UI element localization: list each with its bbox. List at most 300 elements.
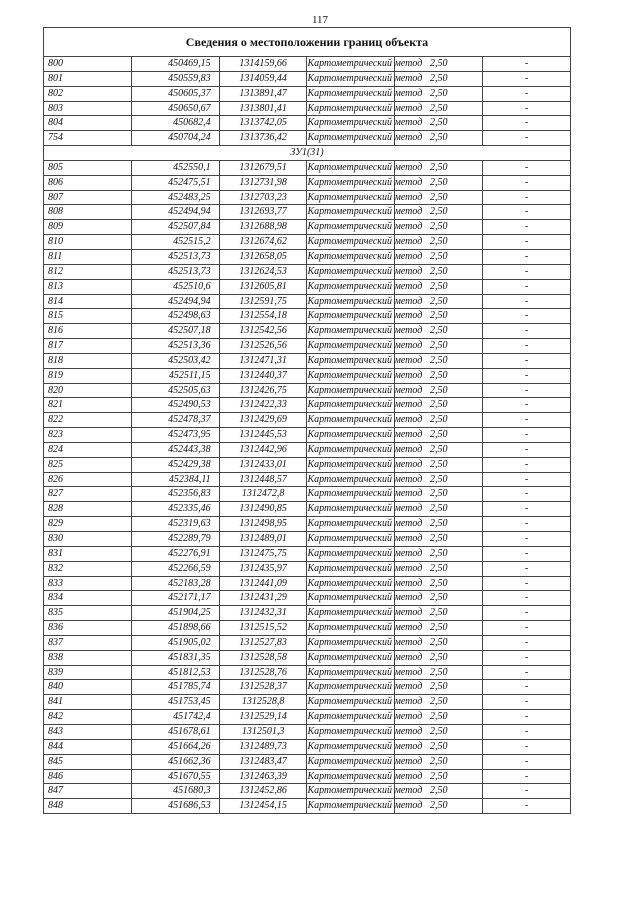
accuracy-cell: 2,50 bbox=[395, 472, 483, 487]
note-cell: - bbox=[483, 665, 571, 680]
x-coordinate-cell: 452171,17 bbox=[131, 591, 219, 606]
method-cell: Картометрический метод bbox=[307, 160, 395, 175]
point-number-cell: 841 bbox=[44, 695, 132, 710]
point-number-cell: 835 bbox=[44, 606, 132, 621]
accuracy-cell: 2,50 bbox=[395, 428, 483, 443]
note-cell: - bbox=[483, 739, 571, 754]
method-cell: Картометрический метод bbox=[307, 621, 395, 636]
point-number-cell: 845 bbox=[44, 754, 132, 769]
y-coordinate-cell: 1312554,18 bbox=[219, 309, 307, 324]
y-coordinate-cell: 1312674,62 bbox=[219, 235, 307, 250]
x-coordinate-cell: 452276,91 bbox=[131, 546, 219, 561]
y-coordinate-cell: 1312490,85 bbox=[219, 502, 307, 517]
method-cell: Картометрический метод bbox=[307, 131, 395, 146]
note-cell: - bbox=[483, 249, 571, 264]
point-number-cell: 848 bbox=[44, 799, 132, 814]
table-row bbox=[44, 309, 571, 324]
method-cell: Картометрический метод bbox=[307, 799, 395, 814]
point-number-cell: 820 bbox=[44, 383, 132, 398]
table-row bbox=[44, 279, 571, 294]
table-row bbox=[44, 784, 571, 799]
table-row bbox=[44, 665, 571, 680]
table-row bbox=[44, 502, 571, 517]
method-cell: Картометрический метод bbox=[307, 635, 395, 650]
y-coordinate-cell: 1312528,58 bbox=[219, 650, 307, 665]
y-coordinate-cell: 1312426,75 bbox=[219, 383, 307, 398]
note-cell: - bbox=[483, 175, 571, 190]
method-cell: Картометрический метод bbox=[307, 309, 395, 324]
note-cell: - bbox=[483, 324, 571, 339]
point-number-cell: 822 bbox=[44, 413, 132, 428]
method-cell: Картометрический метод bbox=[307, 517, 395, 532]
x-coordinate-cell: 452513,73 bbox=[131, 249, 219, 264]
note-cell: - bbox=[483, 784, 571, 799]
y-coordinate-cell: 1312526,56 bbox=[219, 339, 307, 354]
method-cell: Картометрический метод bbox=[307, 532, 395, 547]
table-row bbox=[44, 294, 571, 309]
point-number-cell: 813 bbox=[44, 279, 132, 294]
x-coordinate-cell: 451742,4 bbox=[131, 710, 219, 725]
table-row bbox=[44, 205, 571, 220]
x-coordinate-cell: 452289,79 bbox=[131, 532, 219, 547]
note-cell: - bbox=[483, 621, 571, 636]
accuracy-cell: 2,50 bbox=[395, 175, 483, 190]
accuracy-cell: 2,50 bbox=[395, 621, 483, 636]
table-row bbox=[44, 769, 571, 784]
point-number-cell: 818 bbox=[44, 353, 132, 368]
y-coordinate-cell: 1314159,66 bbox=[219, 57, 307, 72]
x-coordinate-cell: 452473,95 bbox=[131, 428, 219, 443]
accuracy-cell: 2,50 bbox=[395, 695, 483, 710]
x-coordinate-cell: 452183,28 bbox=[131, 576, 219, 591]
table-row bbox=[44, 131, 571, 146]
table-row bbox=[44, 57, 571, 72]
table-row bbox=[44, 754, 571, 769]
x-coordinate-cell: 452478,37 bbox=[131, 413, 219, 428]
accuracy-cell: 2,50 bbox=[395, 680, 483, 695]
x-coordinate-cell: 452510,6 bbox=[131, 279, 219, 294]
y-coordinate-cell: 1313742,05 bbox=[219, 116, 307, 131]
y-coordinate-cell: 1314059,44 bbox=[219, 71, 307, 86]
table-title: Сведения о местоположении границ объекта bbox=[44, 28, 571, 57]
y-coordinate-cell: 1312422,33 bbox=[219, 398, 307, 413]
method-cell: Картометрический метод bbox=[307, 220, 395, 235]
y-coordinate-cell: 1312472,8 bbox=[219, 487, 307, 502]
table-row bbox=[44, 86, 571, 101]
method-cell: Картометрический метод bbox=[307, 650, 395, 665]
accuracy-cell: 2,50 bbox=[395, 101, 483, 116]
title-row bbox=[44, 28, 571, 57]
note-cell: - bbox=[483, 294, 571, 309]
note-cell: - bbox=[483, 576, 571, 591]
point-number-cell: 832 bbox=[44, 561, 132, 576]
note-cell: - bbox=[483, 101, 571, 116]
y-coordinate-cell: 1312605,81 bbox=[219, 279, 307, 294]
x-coordinate-cell: 452505,63 bbox=[131, 383, 219, 398]
note-cell: - bbox=[483, 724, 571, 739]
y-coordinate-cell: 1312433,01 bbox=[219, 457, 307, 472]
point-number-cell: 839 bbox=[44, 665, 132, 680]
method-cell: Картометрический метод bbox=[307, 324, 395, 339]
x-coordinate-cell: 451898,66 bbox=[131, 621, 219, 636]
x-coordinate-cell: 452384,11 bbox=[131, 472, 219, 487]
accuracy-cell: 2,50 bbox=[395, 249, 483, 264]
note-cell: - bbox=[483, 383, 571, 398]
table-row bbox=[44, 472, 571, 487]
method-cell: Картометрический метод bbox=[307, 175, 395, 190]
note-cell: - bbox=[483, 532, 571, 547]
note-cell: - bbox=[483, 131, 571, 146]
table-row bbox=[44, 220, 571, 235]
point-number-cell: 843 bbox=[44, 724, 132, 739]
point-number-cell: 836 bbox=[44, 621, 132, 636]
y-coordinate-cell: 1312429,69 bbox=[219, 413, 307, 428]
y-coordinate-cell: 1312435,97 bbox=[219, 561, 307, 576]
x-coordinate-cell: 452490,53 bbox=[131, 398, 219, 413]
method-cell: Картометрический метод bbox=[307, 576, 395, 591]
note-cell: - bbox=[483, 754, 571, 769]
point-number-cell: 847 bbox=[44, 784, 132, 799]
accuracy-cell: 2,50 bbox=[395, 457, 483, 472]
x-coordinate-cell: 451662,36 bbox=[131, 754, 219, 769]
method-cell: Картометрический метод bbox=[307, 487, 395, 502]
section-row bbox=[44, 146, 571, 161]
y-coordinate-cell: 1313801,41 bbox=[219, 101, 307, 116]
accuracy-cell: 2,50 bbox=[395, 591, 483, 606]
point-number-cell: 815 bbox=[44, 309, 132, 324]
table-row bbox=[44, 680, 571, 695]
table-row bbox=[44, 175, 571, 190]
note-cell: - bbox=[483, 205, 571, 220]
point-number-cell: 816 bbox=[44, 324, 132, 339]
x-coordinate-cell: 452550,1 bbox=[131, 160, 219, 175]
accuracy-cell: 2,50 bbox=[395, 294, 483, 309]
y-coordinate-cell: 1312624,53 bbox=[219, 264, 307, 279]
point-number-cell: 808 bbox=[44, 205, 132, 220]
accuracy-cell: 2,50 bbox=[395, 413, 483, 428]
x-coordinate-cell: 451664,26 bbox=[131, 739, 219, 754]
point-number-cell: 754 bbox=[44, 131, 132, 146]
x-coordinate-cell: 450605,37 bbox=[131, 86, 219, 101]
accuracy-cell: 2,50 bbox=[395, 57, 483, 72]
point-number-cell: 814 bbox=[44, 294, 132, 309]
method-cell: Картометрический метод bbox=[307, 413, 395, 428]
x-coordinate-cell: 451812,53 bbox=[131, 665, 219, 680]
y-coordinate-cell: 1312471,31 bbox=[219, 353, 307, 368]
accuracy-cell: 2,50 bbox=[395, 532, 483, 547]
x-coordinate-cell: 452507,84 bbox=[131, 220, 219, 235]
note-cell: - bbox=[483, 279, 571, 294]
x-coordinate-cell: 452494,94 bbox=[131, 205, 219, 220]
note-cell: - bbox=[483, 606, 571, 621]
accuracy-cell: 2,50 bbox=[395, 784, 483, 799]
x-coordinate-cell: 452335,46 bbox=[131, 502, 219, 517]
method-cell: Картометрический метод bbox=[307, 235, 395, 250]
x-coordinate-cell: 450650,67 bbox=[131, 101, 219, 116]
note-cell: - bbox=[483, 591, 571, 606]
table-row bbox=[44, 517, 571, 532]
section-label: ЗУ1(31) bbox=[44, 146, 571, 161]
table-row bbox=[44, 71, 571, 86]
method-cell: Картометрический метод bbox=[307, 71, 395, 86]
point-number-cell: 828 bbox=[44, 502, 132, 517]
table-row bbox=[44, 650, 571, 665]
accuracy-cell: 2,50 bbox=[395, 131, 483, 146]
method-cell: Картометрический метод bbox=[307, 383, 395, 398]
point-number-cell: 801 bbox=[44, 71, 132, 86]
y-coordinate-cell: 1312527,83 bbox=[219, 635, 307, 650]
y-coordinate-cell: 1313736,42 bbox=[219, 131, 307, 146]
note-cell: - bbox=[483, 650, 571, 665]
accuracy-cell: 2,50 bbox=[395, 86, 483, 101]
method-cell: Картометрический метод bbox=[307, 442, 395, 457]
accuracy-cell: 2,50 bbox=[395, 769, 483, 784]
note-cell: - bbox=[483, 680, 571, 695]
accuracy-cell: 2,50 bbox=[395, 650, 483, 665]
table-row bbox=[44, 591, 571, 606]
accuracy-cell: 2,50 bbox=[395, 576, 483, 591]
note-cell: - bbox=[483, 398, 571, 413]
method-cell: Картометрический метод bbox=[307, 339, 395, 354]
method-cell: Картометрический метод bbox=[307, 86, 395, 101]
method-cell: Картометрический метод bbox=[307, 57, 395, 72]
x-coordinate-cell: 452443,38 bbox=[131, 442, 219, 457]
point-number-cell: 840 bbox=[44, 680, 132, 695]
point-number-cell: 842 bbox=[44, 710, 132, 725]
x-coordinate-cell: 452507,18 bbox=[131, 324, 219, 339]
y-coordinate-cell: 1312442,96 bbox=[219, 442, 307, 457]
note-cell: - bbox=[483, 71, 571, 86]
method-cell: Картометрический метод bbox=[307, 739, 395, 754]
x-coordinate-cell: 452513,73 bbox=[131, 264, 219, 279]
accuracy-cell: 2,50 bbox=[395, 665, 483, 680]
point-number-cell: 824 bbox=[44, 442, 132, 457]
note-cell: - bbox=[483, 413, 571, 428]
point-number-cell: 803 bbox=[44, 101, 132, 116]
method-cell: Картометрический метод bbox=[307, 710, 395, 725]
method-cell: Картометрический метод bbox=[307, 294, 395, 309]
table-row bbox=[44, 621, 571, 636]
method-cell: Картометрический метод bbox=[307, 472, 395, 487]
note-cell: - bbox=[483, 339, 571, 354]
table-row bbox=[44, 576, 571, 591]
x-coordinate-cell: 451680,3 bbox=[131, 784, 219, 799]
point-number-cell: 829 bbox=[44, 517, 132, 532]
y-coordinate-cell: 1312489,01 bbox=[219, 532, 307, 547]
y-coordinate-cell: 1313891,47 bbox=[219, 86, 307, 101]
x-coordinate-cell: 452319,63 bbox=[131, 517, 219, 532]
table-row bbox=[44, 739, 571, 754]
y-coordinate-cell: 1312452,86 bbox=[219, 784, 307, 799]
accuracy-cell: 2,50 bbox=[395, 279, 483, 294]
y-coordinate-cell: 1312489,73 bbox=[219, 739, 307, 754]
note-cell: - bbox=[483, 561, 571, 576]
note-cell: - bbox=[483, 710, 571, 725]
method-cell: Картометрический метод bbox=[307, 769, 395, 784]
point-number-cell: 810 bbox=[44, 235, 132, 250]
table-row bbox=[44, 457, 571, 472]
table-row bbox=[44, 635, 571, 650]
boundary-coordinates-table bbox=[43, 27, 571, 814]
point-number-cell: 805 bbox=[44, 160, 132, 175]
x-coordinate-cell: 450469,15 bbox=[131, 57, 219, 72]
note-cell: - bbox=[483, 428, 571, 443]
table-row bbox=[44, 264, 571, 279]
accuracy-cell: 2,50 bbox=[395, 724, 483, 739]
x-coordinate-cell: 450682,4 bbox=[131, 116, 219, 131]
y-coordinate-cell: 1312454,15 bbox=[219, 799, 307, 814]
table-row bbox=[44, 353, 571, 368]
table-row bbox=[44, 695, 571, 710]
accuracy-cell: 2,50 bbox=[395, 264, 483, 279]
note-cell: - bbox=[483, 472, 571, 487]
note-cell: - bbox=[483, 769, 571, 784]
y-coordinate-cell: 1312528,8 bbox=[219, 695, 307, 710]
table-row bbox=[44, 368, 571, 383]
y-coordinate-cell: 1312432,31 bbox=[219, 606, 307, 621]
table-row bbox=[44, 235, 571, 250]
accuracy-cell: 2,50 bbox=[395, 561, 483, 576]
method-cell: Картометрический метод bbox=[307, 101, 395, 116]
x-coordinate-cell: 452513,36 bbox=[131, 339, 219, 354]
method-cell: Картометрический метод bbox=[307, 724, 395, 739]
method-cell: Картометрический метод bbox=[307, 754, 395, 769]
y-coordinate-cell: 1312445,53 bbox=[219, 428, 307, 443]
accuracy-cell: 2,50 bbox=[395, 190, 483, 205]
point-number-cell: 802 bbox=[44, 86, 132, 101]
point-number-cell: 830 bbox=[44, 532, 132, 547]
accuracy-cell: 2,50 bbox=[395, 160, 483, 175]
note-cell: - bbox=[483, 353, 571, 368]
note-cell: - bbox=[483, 220, 571, 235]
y-coordinate-cell: 1312703,23 bbox=[219, 190, 307, 205]
note-cell: - bbox=[483, 502, 571, 517]
table-row bbox=[44, 339, 571, 354]
point-number-cell: 821 bbox=[44, 398, 132, 413]
note-cell: - bbox=[483, 264, 571, 279]
boundary-table-frame bbox=[43, 27, 571, 814]
note-cell: - bbox=[483, 368, 571, 383]
point-number-cell: 837 bbox=[44, 635, 132, 650]
table-row bbox=[44, 561, 571, 576]
point-number-cell: 827 bbox=[44, 487, 132, 502]
table-row bbox=[44, 532, 571, 547]
table-row bbox=[44, 710, 571, 725]
table-row bbox=[44, 249, 571, 264]
table-row bbox=[44, 428, 571, 443]
x-coordinate-cell: 452356,83 bbox=[131, 487, 219, 502]
x-coordinate-cell: 451905,02 bbox=[131, 635, 219, 650]
x-coordinate-cell: 452475,51 bbox=[131, 175, 219, 190]
x-coordinate-cell: 451831,35 bbox=[131, 650, 219, 665]
method-cell: Картометрический метод bbox=[307, 249, 395, 264]
point-number-cell: 826 bbox=[44, 472, 132, 487]
accuracy-cell: 2,50 bbox=[395, 442, 483, 457]
y-coordinate-cell: 1312501,3 bbox=[219, 724, 307, 739]
table-row bbox=[44, 724, 571, 739]
note-cell: - bbox=[483, 86, 571, 101]
table-row bbox=[44, 190, 571, 205]
method-cell: Картометрический метод bbox=[307, 279, 395, 294]
point-number-cell: 812 bbox=[44, 264, 132, 279]
note-cell: - bbox=[483, 235, 571, 250]
x-coordinate-cell: 450704,24 bbox=[131, 131, 219, 146]
y-coordinate-cell: 1312463,39 bbox=[219, 769, 307, 784]
y-coordinate-cell: 1312483,47 bbox=[219, 754, 307, 769]
accuracy-cell: 2,50 bbox=[395, 487, 483, 502]
point-number-cell: 817 bbox=[44, 339, 132, 354]
note-cell: - bbox=[483, 457, 571, 472]
accuracy-cell: 2,50 bbox=[395, 502, 483, 517]
point-number-cell: 800 bbox=[44, 57, 132, 72]
accuracy-cell: 2,50 bbox=[395, 324, 483, 339]
point-number-cell: 834 bbox=[44, 591, 132, 606]
point-number-cell: 838 bbox=[44, 650, 132, 665]
table-row bbox=[44, 442, 571, 457]
accuracy-cell: 2,50 bbox=[395, 635, 483, 650]
point-number-cell: 809 bbox=[44, 220, 132, 235]
note-cell: - bbox=[483, 635, 571, 650]
point-number-cell: 807 bbox=[44, 190, 132, 205]
x-coordinate-cell: 451904,25 bbox=[131, 606, 219, 621]
y-coordinate-cell: 1312591,75 bbox=[219, 294, 307, 309]
x-coordinate-cell: 452266,59 bbox=[131, 561, 219, 576]
table-row bbox=[44, 324, 571, 339]
accuracy-cell: 2,50 bbox=[395, 517, 483, 532]
method-cell: Картометрический метод bbox=[307, 205, 395, 220]
accuracy-cell: 2,50 bbox=[395, 220, 483, 235]
table-row bbox=[44, 398, 571, 413]
accuracy-cell: 2,50 bbox=[395, 353, 483, 368]
point-number-cell: 811 bbox=[44, 249, 132, 264]
method-cell: Картометрический метод bbox=[307, 784, 395, 799]
x-coordinate-cell: 452503,42 bbox=[131, 353, 219, 368]
method-cell: Картометрический метод bbox=[307, 190, 395, 205]
note-cell: - bbox=[483, 695, 571, 710]
y-coordinate-cell: 1312440,37 bbox=[219, 368, 307, 383]
note-cell: - bbox=[483, 546, 571, 561]
accuracy-cell: 2,50 bbox=[395, 754, 483, 769]
accuracy-cell: 2,50 bbox=[395, 339, 483, 354]
table-row bbox=[44, 546, 571, 561]
point-number-cell: 804 bbox=[44, 116, 132, 131]
table-row bbox=[44, 101, 571, 116]
method-cell: Картометрический метод bbox=[307, 428, 395, 443]
note-cell: - bbox=[483, 57, 571, 72]
method-cell: Картометрический метод bbox=[307, 398, 395, 413]
point-number-cell: 806 bbox=[44, 175, 132, 190]
y-coordinate-cell: 1312529,14 bbox=[219, 710, 307, 725]
table-row bbox=[44, 799, 571, 814]
y-coordinate-cell: 1312498,95 bbox=[219, 517, 307, 532]
accuracy-cell: 2,50 bbox=[395, 383, 483, 398]
point-number-cell: 819 bbox=[44, 368, 132, 383]
accuracy-cell: 2,50 bbox=[395, 71, 483, 86]
y-coordinate-cell: 1312542,56 bbox=[219, 324, 307, 339]
y-coordinate-cell: 1312528,76 bbox=[219, 665, 307, 680]
x-coordinate-cell: 450559,83 bbox=[131, 71, 219, 86]
point-number-cell: 823 bbox=[44, 428, 132, 443]
x-coordinate-cell: 452515,2 bbox=[131, 235, 219, 250]
accuracy-cell: 2,50 bbox=[395, 398, 483, 413]
point-number-cell: 844 bbox=[44, 739, 132, 754]
table-row bbox=[44, 487, 571, 502]
x-coordinate-cell: 452429,38 bbox=[131, 457, 219, 472]
page-number: 117 bbox=[311, 14, 329, 26]
method-cell: Картометрический метод bbox=[307, 606, 395, 621]
accuracy-cell: 2,50 bbox=[395, 799, 483, 814]
x-coordinate-cell: 451686,53 bbox=[131, 799, 219, 814]
